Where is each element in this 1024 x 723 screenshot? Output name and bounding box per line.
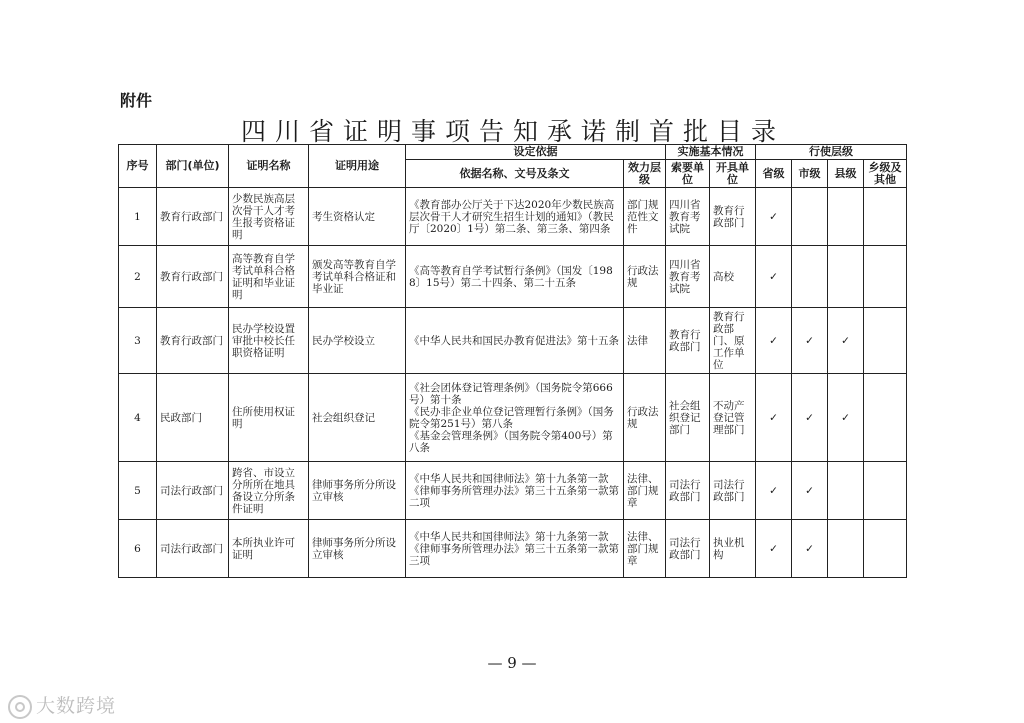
header-level: 效力层级 — [624, 160, 666, 188]
header-province: 省级 — [756, 160, 792, 188]
cell-city-check: ✓ — [792, 308, 828, 374]
cell-seq: 2 — [119, 246, 157, 308]
cell-township-check — [864, 246, 907, 308]
cell-dept: 民政部门 — [157, 374, 229, 462]
table-row — [119, 188, 907, 246]
cell-dept: 教育行政部门 — [157, 308, 229, 374]
cell-requester: 司法行政部门 — [666, 520, 710, 578]
cell-city-check: ✓ — [792, 462, 828, 520]
cell-cert-use: 颁发高等教育自学考试单科合格证和毕业证 — [309, 246, 406, 308]
cell-province-check: ✓ — [756, 246, 792, 308]
cell-cert-name: 本所执业许可证明 — [229, 520, 309, 578]
header-county: 县级 — [828, 160, 864, 188]
cell-level: 法律 — [624, 308, 666, 374]
table-row — [119, 462, 907, 520]
cell-dept: 司法行政部门 — [157, 462, 229, 520]
cell-township-check — [864, 520, 907, 578]
table-row — [119, 374, 907, 462]
watermark-logo-icon — [8, 695, 32, 719]
watermark-text: 大数跨境 — [36, 695, 117, 717]
header-cert-use: 证明用途 — [309, 145, 406, 188]
cell-basis: 《高等教育自学考试暂行条例》（国发〔1988〕15号）第二十四条、第二十五条 — [406, 246, 624, 308]
attachment-label: 附件 — [120, 91, 153, 110]
cell-issuer: 高校 — [710, 246, 756, 308]
cell-seq: 5 — [119, 462, 157, 520]
cell-basis: 《中华人民共和国民办教育促进法》第十五条 — [406, 308, 624, 374]
cell-cert-use: 律师事务所分所设立审核 — [309, 462, 406, 520]
cell-cert-use: 社会组织登记 — [309, 374, 406, 462]
cell-cert-name: 民办学校设置审批中校长任职资格证明 — [229, 308, 309, 374]
cell-county-check — [828, 188, 864, 246]
cell-province-check: ✓ — [756, 462, 792, 520]
cell-province-check: ✓ — [756, 188, 792, 246]
header-basis: 依据名称、文号及条文 — [406, 160, 624, 188]
cell-cert-name: 高等教育自学考试单科合格证明和毕业证明 — [229, 246, 309, 308]
cell-cert-name: 跨省、市设立分所所在地具备设立分所条件证明 — [229, 462, 309, 520]
document-title: 四川省证明事项告知承诺制首批目录 — [240, 117, 785, 146]
cell-seq: 6 — [119, 520, 157, 578]
cell-township-check — [864, 308, 907, 374]
header-row-top — [119, 145, 907, 160]
cell-level: 法律、部门规章 — [624, 520, 666, 578]
cell-seq: 1 — [119, 188, 157, 246]
catalog-table — [118, 144, 907, 578]
cell-seq: 4 — [119, 374, 157, 462]
cell-level: 部门规范性文件 — [624, 188, 666, 246]
cell-county-check — [828, 462, 864, 520]
cell-county-check: ✓ — [828, 374, 864, 462]
cell-requester: 司法行政部门 — [666, 462, 710, 520]
cell-basis: 《教育部办公厅关于下达2020年少数民族高层次骨干人才研究生招生计划的通知》（教民厅〔2020〕1号）第二条、第三条、第四条 — [406, 188, 624, 246]
page-number: — 9 — — [487, 654, 537, 672]
cell-dept: 教育行政部门 — [157, 246, 229, 308]
cell-cert-name: 少数民族高层次骨干人才考生报考资格证明 — [229, 188, 309, 246]
table-row — [119, 308, 907, 374]
header-exercise-group: 行使层级 — [756, 145, 907, 160]
header-basis-group: 设定依据 — [406, 145, 666, 160]
header-requester: 索要单位 — [666, 160, 710, 188]
cell-township-check — [864, 188, 907, 246]
header-city: 市级 — [792, 160, 828, 188]
cell-cert-use: 考生资格认定 — [309, 188, 406, 246]
cell-city-check — [792, 188, 828, 246]
cell-requester: 四川省教育考试院 — [666, 188, 710, 246]
cell-province-check: ✓ — [756, 520, 792, 578]
table-row — [119, 520, 907, 578]
header-cert-name: 证明名称 — [229, 145, 309, 188]
cell-issuer: 不动产登记管理部门 — [710, 374, 756, 462]
cell-dept: 司法行政部门 — [157, 520, 229, 578]
cell-county-check — [828, 246, 864, 308]
cell-requester: 教育行政部门 — [666, 308, 710, 374]
cell-township-check — [864, 374, 907, 462]
cell-basis: 《社会团体登记管理条例》（国务院令第666号）第十条 《民办非企业单位登记管理暂行条例》（国务院令第251号）第八条 《基金会管理条例》（国务院令第400号）第八条 — [406, 374, 624, 462]
header-seq: 序号 — [119, 145, 157, 188]
cell-city-check — [792, 246, 828, 308]
cell-city-check: ✓ — [792, 374, 828, 462]
cell-issuer: 教育行政部门、原工作单位 — [710, 308, 756, 374]
header-township: 乡级及其他 — [864, 160, 907, 188]
cell-province-check: ✓ — [756, 374, 792, 462]
cell-city-check: ✓ — [792, 520, 828, 578]
cell-cert-use: 律师事务所分所设立审核 — [309, 520, 406, 578]
cell-basis: 《中华人民共和国律师法》第十九条第一款 《律师事务所管理办法》第三十五条第一款第二项 — [406, 462, 624, 520]
header-issuer: 开具单位 — [710, 160, 756, 188]
cell-county-check — [828, 520, 864, 578]
cell-issuer: 教育行政部门 — [710, 188, 756, 246]
cell-basis: 《中华人民共和国律师法》第十九条第一款 《律师事务所管理办法》第三十五条第一款第三项 — [406, 520, 624, 578]
cell-issuer: 执业机构 — [710, 520, 756, 578]
cell-seq: 3 — [119, 308, 157, 374]
header-impl-group: 实施基本情况 — [666, 145, 756, 160]
cell-province-check: ✓ — [756, 308, 792, 374]
cell-dept: 教育行政部门 — [157, 188, 229, 246]
cell-level: 行政法规 — [624, 374, 666, 462]
header-dept: 部门(单位) — [157, 145, 229, 188]
cell-requester: 社会组织登记部门 — [666, 374, 710, 462]
cell-issuer: 司法行政部门 — [710, 462, 756, 520]
cell-level: 行政法规 — [624, 246, 666, 308]
table-row — [119, 246, 907, 308]
cell-cert-name: 住所使用权证明 — [229, 374, 309, 462]
cell-township-check — [864, 462, 907, 520]
cell-county-check: ✓ — [828, 308, 864, 374]
watermark — [8, 691, 116, 719]
cell-requester: 四川省教育考试院 — [666, 246, 710, 308]
cell-cert-use: 民办学校设立 — [309, 308, 406, 374]
cell-level: 法律、部门规章 — [624, 462, 666, 520]
